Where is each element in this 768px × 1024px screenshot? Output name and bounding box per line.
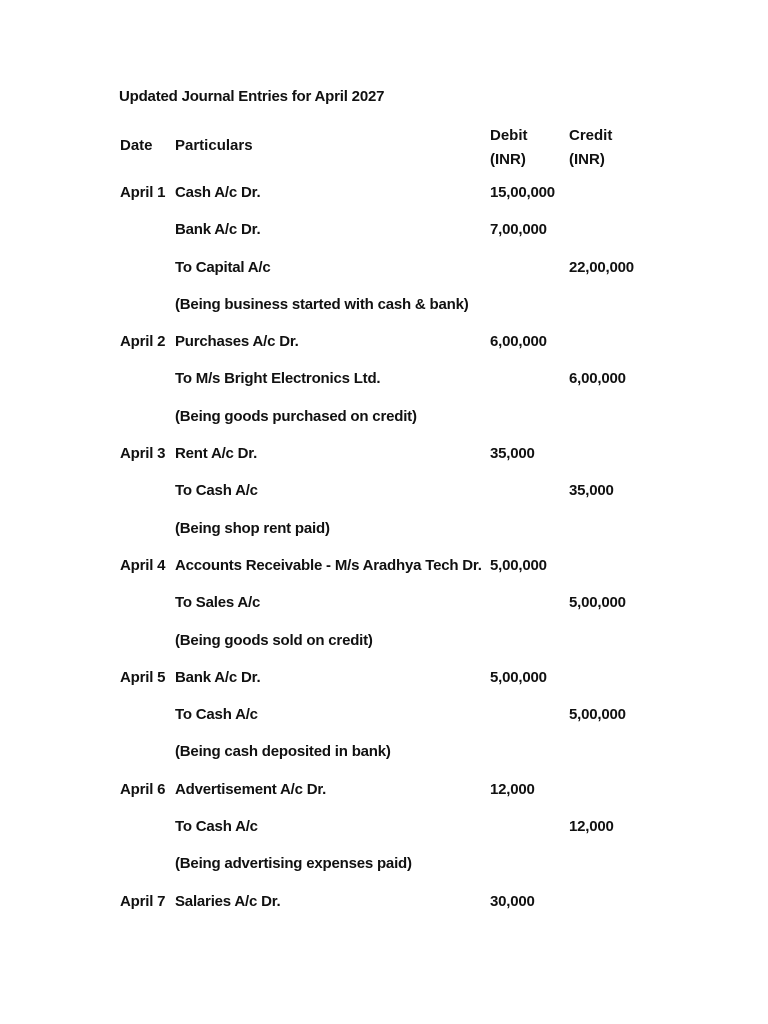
column-header-date: Date xyxy=(120,137,153,154)
table-row xyxy=(0,482,768,519)
table-row xyxy=(0,632,768,669)
row-date: April 4 xyxy=(120,556,166,574)
table-row xyxy=(0,408,768,445)
column-header-debit-line2: (INR) xyxy=(490,151,526,168)
table-row xyxy=(0,893,768,930)
journal-rows xyxy=(0,184,768,930)
row-debit: 5,00,000 xyxy=(490,556,547,574)
row-date: April 2 xyxy=(120,333,166,351)
row-particulars: To Cash A/c xyxy=(175,818,258,836)
row-particulars: (Being cash deposited in bank) xyxy=(175,743,391,761)
table-row xyxy=(0,445,768,482)
row-date: April 3 xyxy=(120,445,166,463)
table-row xyxy=(0,594,768,631)
row-credit: 5,00,000 xyxy=(569,594,626,612)
row-particulars: To Cash A/c xyxy=(175,482,258,500)
table-row xyxy=(0,706,768,743)
row-particulars: Bank A/c Dr. xyxy=(175,668,261,686)
column-header-debit-line1: Debit xyxy=(490,127,528,144)
row-credit: 22,00,000 xyxy=(569,258,634,276)
row-debit: 15,00,000 xyxy=(490,184,555,201)
row-debit: 5,00,000 xyxy=(490,668,547,686)
row-credit: 35,000 xyxy=(569,482,614,500)
row-particulars: To Cash A/c xyxy=(175,706,258,724)
row-particulars: (Being business started with cash & bank) xyxy=(175,295,469,313)
row-particulars: Accounts Receivable - M/s Aradhya Tech Dr. xyxy=(175,556,482,574)
table-row xyxy=(0,743,768,780)
column-header-particulars: Particulars xyxy=(175,137,253,154)
page-title: Updated Journal Entries for April 2027 xyxy=(119,88,385,105)
row-particulars: Salaries A/c Dr. xyxy=(175,892,281,910)
row-particulars: To M/s Bright Electronics Ltd. xyxy=(175,370,381,388)
row-particulars: Cash A/c Dr. xyxy=(175,184,261,201)
row-debit: 30,000 xyxy=(490,892,535,910)
row-debit: 35,000 xyxy=(490,445,535,463)
row-debit: 12,000 xyxy=(490,780,535,798)
column-header-credit-line1: Credit xyxy=(569,127,613,144)
column-header-credit-line2: (INR) xyxy=(569,151,605,168)
row-date: April 7 xyxy=(120,892,166,910)
row-particulars: Bank A/c Dr. xyxy=(175,221,261,239)
table-row xyxy=(0,855,768,892)
table-row xyxy=(0,184,768,221)
table-row xyxy=(0,520,768,557)
column-header-credit xyxy=(569,124,612,172)
row-date: April 1 xyxy=(120,184,166,201)
row-debit: 6,00,000 xyxy=(490,333,547,351)
row-date: April 5 xyxy=(120,668,166,686)
table-row xyxy=(0,669,768,706)
row-particulars: Rent A/c Dr. xyxy=(175,445,258,463)
row-particulars: (Being advertising expenses paid) xyxy=(175,855,412,873)
table-row xyxy=(0,221,768,258)
row-particulars: Advertisement A/c Dr. xyxy=(175,780,327,798)
row-debit: 7,00,000 xyxy=(490,221,547,239)
table-row xyxy=(0,259,768,296)
table-row xyxy=(0,370,768,407)
row-date: April 6 xyxy=(120,780,166,798)
row-credit: 6,00,000 xyxy=(569,370,626,388)
table-row xyxy=(0,296,768,333)
table-row xyxy=(0,333,768,370)
table-row xyxy=(0,818,768,855)
row-particulars: (Being goods sold on credit) xyxy=(175,631,373,649)
table-row xyxy=(0,557,768,594)
row-credit: 5,00,000 xyxy=(569,706,626,724)
row-credit: 12,000 xyxy=(569,818,614,836)
row-particulars: (Being goods purchased on credit) xyxy=(175,407,417,425)
table-row xyxy=(0,781,768,818)
column-header-debit xyxy=(490,124,528,172)
row-particulars: To Capital A/c xyxy=(175,258,271,276)
row-particulars: Purchases A/c Dr. xyxy=(175,333,299,351)
row-particulars: (Being shop rent paid) xyxy=(175,519,330,537)
row-particulars: To Sales A/c xyxy=(175,594,261,612)
